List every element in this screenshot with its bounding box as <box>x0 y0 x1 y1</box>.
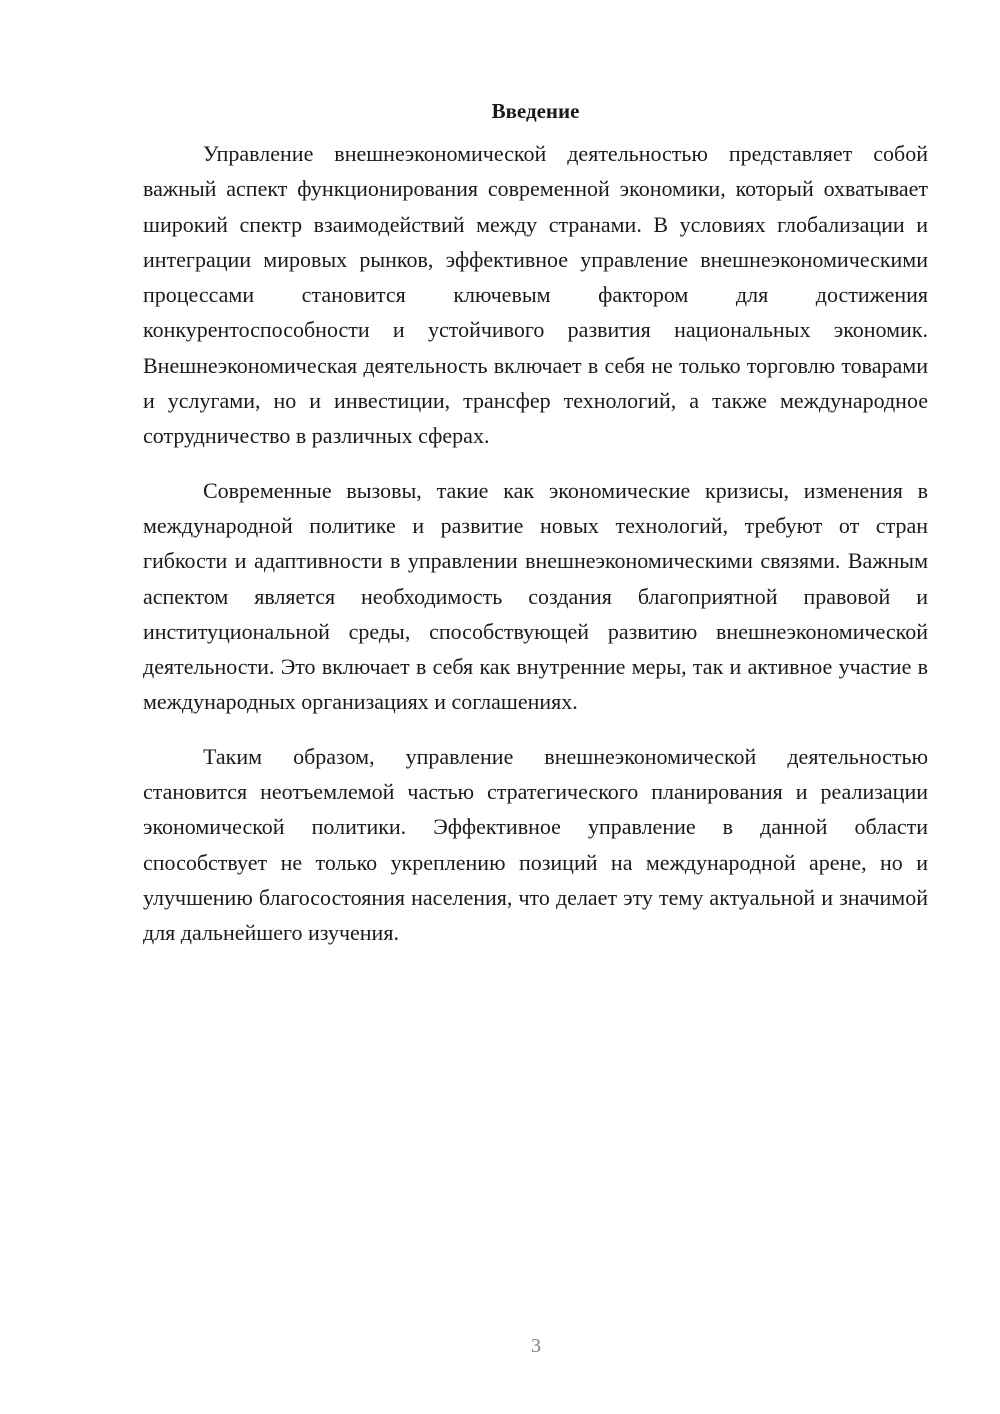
paragraph-1: Управление внешнеэкономической деятельностью представляет собой важный аспект функционирования современной экономики, который охватывает широкий спектр взаимодействий между странами. В условиях глобализации и интеграции мировых рынков, эффективное управление внешнеэкономическими процессами становится ключевым фактором для достижения конкурентоспособности и устойчивого развития национальных экономик. Внешнеэкономическая деятельность включает в себя не только торговлю товарами и услугами, но и инвестиции, трансфер технологий, а также международное сотрудничество в различных сферах. <box>143 141 928 449</box>
paragraph-2: Современные вызовы, такие как экономические кризисы, изменения в международной политике и развитие новых технологий, требуют от стран гибкости и адаптивности в управлении внешнеэкономическими связями. Важным аспектом является необходимость создания благоприятной правовой и институциональной среды, способствующей развитию внешнеэкономической деятельности. Это включает в себя как внутренние меры, так и активное участие в международных организациях и соглашениях. <box>143 477 928 715</box>
page-number: 3 <box>531 1335 541 1357</box>
page-content <box>143 96 928 970</box>
section-title: Введение <box>491 99 580 123</box>
paragraph-3: Таким образом, управление внешнеэкономической деятельностью становится неотъемлемой частью стратегического планирования и реализации экономической политики. Эффективное управление в данной области способствует не только укреплению позиций на международной арене, но и улучшению благосостояния населения, что делает эту тему актуальной и значимой для дальнейшего изучения. <box>143 743 928 946</box>
